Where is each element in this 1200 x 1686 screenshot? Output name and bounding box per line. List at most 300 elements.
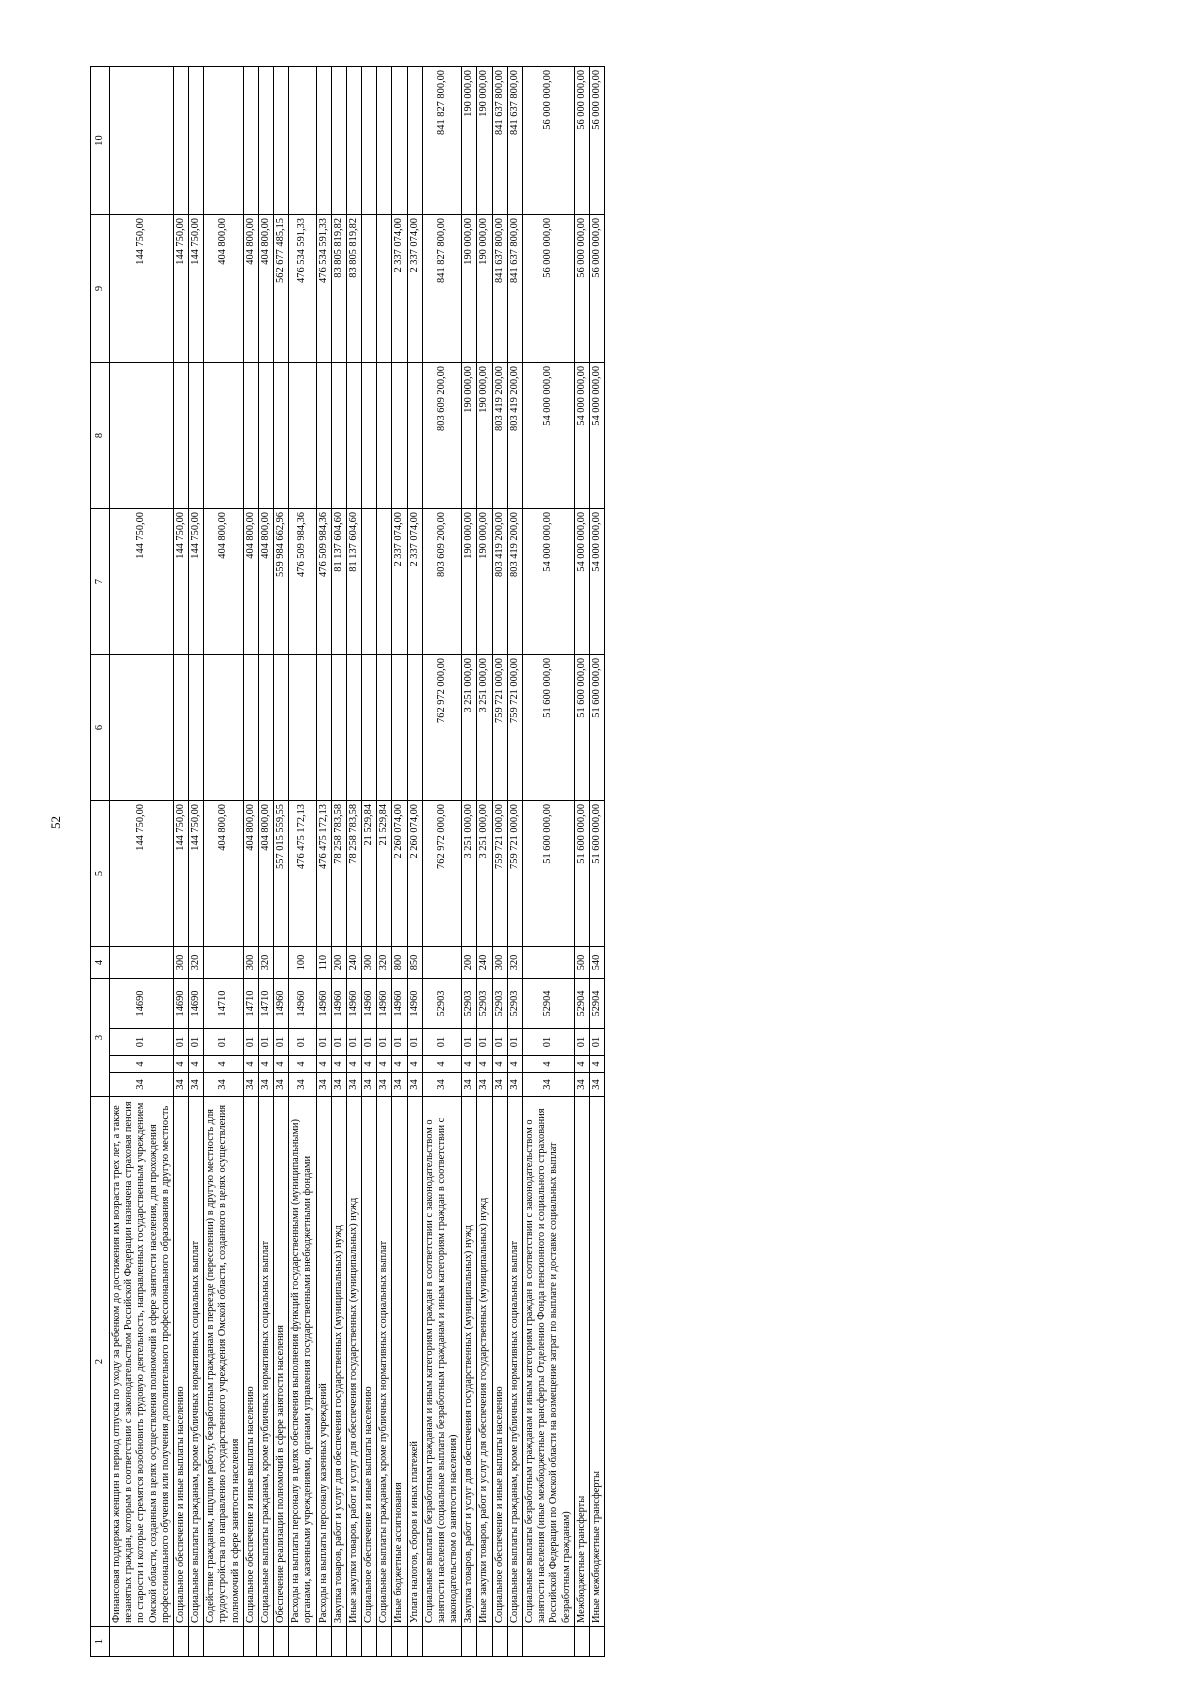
value-col-7: 404 800,00	[204, 508, 244, 654]
row-name: Социальное обеспечение и иные выплаты населению	[492, 1097, 507, 1627]
code-direction: 52903	[492, 978, 507, 1028]
value-col-5: 476 475 172,13	[316, 800, 331, 946]
table-row	[346, 66, 361, 1656]
code-subprogram: 4	[274, 1056, 289, 1073]
value-col-9: 144 750,00	[110, 214, 174, 362]
value-col-7: 144 750,00	[110, 508, 174, 654]
value-col-10	[316, 66, 331, 214]
code-event: 01	[377, 1029, 392, 1056]
value-col-5: 2 260 074,00	[407, 800, 422, 946]
value-col-9: 83 805 819,82	[331, 214, 346, 362]
row-name: Расходы на выплаты персоналу казенных учреждений	[316, 1097, 331, 1627]
value-col-5: 51 600 000,00	[522, 800, 574, 946]
code-program: 34	[522, 1073, 574, 1097]
value-col-5: 78 258 783,58	[331, 800, 346, 946]
value-col-9	[362, 214, 377, 362]
code-expense-type: 540	[589, 946, 604, 978]
value-col-10	[392, 66, 407, 214]
value-col-7: 81 137 604,60	[346, 508, 361, 654]
code-program: 34	[507, 1073, 522, 1097]
code-event: 01	[477, 1029, 492, 1056]
value-col-10	[110, 66, 174, 214]
value-col-10	[407, 66, 422, 214]
code-direction: 14960	[407, 978, 422, 1028]
value-col-9: 190 000,00	[462, 214, 477, 362]
code-expense-type	[522, 946, 574, 978]
table-row	[331, 66, 346, 1656]
empty-cell	[392, 1627, 407, 1657]
code-direction: 52903	[422, 978, 462, 1028]
code-program: 34	[274, 1073, 289, 1097]
value-col-6	[346, 654, 361, 800]
table-row	[173, 66, 188, 1656]
code-expense-type: 500	[574, 946, 589, 978]
code-direction: 14960	[377, 978, 392, 1028]
value-col-6	[274, 654, 289, 800]
table-body	[110, 66, 605, 1656]
code-program: 34	[289, 1073, 316, 1097]
table-row	[589, 66, 604, 1656]
value-col-6	[110, 654, 174, 800]
value-col-5: 2 260 074,00	[392, 800, 407, 946]
code-event: 01	[243, 1029, 258, 1056]
empty-cell	[331, 1627, 346, 1657]
value-col-6	[204, 654, 244, 800]
header-row	[91, 66, 110, 1656]
value-col-10	[274, 66, 289, 214]
value-col-6	[392, 654, 407, 800]
row-name: Иные закупки товаров, работ и услуг для обеспечения государственных (муниципальных) нужд	[477, 1097, 492, 1627]
value-col-5: 404 800,00	[204, 800, 244, 946]
header-col-8: 8	[91, 362, 110, 508]
empty-cell	[589, 1627, 604, 1657]
code-expense-type: 320	[377, 946, 392, 978]
code-expense-type: 240	[477, 946, 492, 978]
row-name: Социальные выплаты гражданам, кроме публичных нормативных социальных выплат	[258, 1097, 273, 1627]
value-col-5: 759 721 000,00	[507, 800, 522, 946]
table-row	[462, 66, 477, 1656]
code-direction: 52904	[574, 978, 589, 1028]
code-program: 34	[477, 1073, 492, 1097]
code-event: 01	[173, 1029, 188, 1056]
code-subprogram: 4	[377, 1056, 392, 1073]
code-subprogram: 4	[589, 1056, 604, 1073]
row-name: Закупка товаров, работ и услуг для обеспечения государственных (муниципальных) нужд	[462, 1097, 477, 1627]
code-subprogram: 4	[331, 1056, 346, 1073]
code-subprogram: 4	[477, 1056, 492, 1073]
value-col-9: 2 337 074,00	[392, 214, 407, 362]
table-row	[110, 66, 174, 1656]
row-name: Обеспечение реализации полномочий в сфере занятости населения	[274, 1097, 289, 1627]
table-row	[407, 66, 422, 1656]
code-program: 34	[173, 1073, 188, 1097]
empty-cell	[289, 1627, 316, 1657]
value-col-8	[362, 362, 377, 508]
value-col-6	[362, 654, 377, 800]
code-expense-type: 320	[258, 946, 273, 978]
value-col-6	[316, 654, 331, 800]
empty-cell	[316, 1627, 331, 1657]
header-col-7: 7	[91, 508, 110, 654]
value-col-7: 81 137 604,60	[331, 508, 346, 654]
row-name: Социальные выплаты гражданам, кроме публичных нормативных социальных выплат	[377, 1097, 392, 1627]
table-row	[316, 66, 331, 1656]
value-col-8: 190 000,00	[462, 362, 477, 508]
value-col-9: 841 637 800,00	[492, 214, 507, 362]
code-subprogram: 4	[574, 1056, 589, 1073]
value-col-6: 3 251 000,00	[477, 654, 492, 800]
row-name: Уплата налогов, сборов и иных платежей	[407, 1097, 422, 1627]
code-program: 34	[392, 1073, 407, 1097]
empty-cell	[492, 1627, 507, 1657]
code-program: 34	[258, 1073, 273, 1097]
value-col-7	[362, 508, 377, 654]
empty-cell	[477, 1627, 492, 1657]
value-col-10: 841 827 800,00	[422, 66, 462, 214]
code-expense-type: 300	[492, 946, 507, 978]
row-name: Расходы на выплаты персоналу в целях обеспечения выполнения функций государственными (муниципальными) органами, казенными учреждениями, органами управления государственными внебюджетными фондами	[289, 1097, 316, 1627]
row-name: Социальное обеспечение и иные выплаты населению	[173, 1097, 188, 1627]
row-name: Социальные выплаты гражданам, кроме публичных нормативных социальных выплат	[189, 1097, 204, 1627]
value-col-8	[346, 362, 361, 508]
value-col-7: 54 000 000,00	[589, 508, 604, 654]
code-program: 34	[407, 1073, 422, 1097]
value-col-8	[204, 362, 244, 508]
value-col-6: 51 600 000,00	[522, 654, 574, 800]
row-name: Социальные выплаты гражданам, кроме публичных нормативных социальных выплат	[507, 1097, 522, 1627]
empty-cell	[422, 1627, 462, 1657]
code-event: 01	[422, 1029, 462, 1056]
code-expense-type	[110, 946, 174, 978]
code-direction: 14960	[362, 978, 377, 1028]
value-col-8	[331, 362, 346, 508]
empty-cell	[258, 1627, 273, 1657]
value-col-5: 78 258 783,58	[346, 800, 361, 946]
code-expense-type: 850	[407, 946, 422, 978]
empty-cell	[110, 1627, 174, 1657]
value-col-8	[316, 362, 331, 508]
empty-cell	[462, 1627, 477, 1657]
value-col-6: 762 972 000,00	[422, 654, 462, 800]
value-col-9: 841 637 800,00	[507, 214, 522, 362]
value-col-5: 51 600 000,00	[589, 800, 604, 946]
value-col-8: 803 419 200,00	[492, 362, 507, 508]
value-col-5: 21 529,84	[377, 800, 392, 946]
code-subprogram: 4	[507, 1056, 522, 1073]
value-col-9: 2 337 074,00	[407, 214, 422, 362]
table-row	[362, 66, 377, 1656]
value-col-7: 54 000 000,00	[522, 508, 574, 654]
code-expense-type: 300	[243, 946, 258, 978]
row-name: Финансовая поддержка женщин в период отпуска по уходу за ребенком до достижения им возраста трех лет, а также незанятых граждан, которым в соответствии с законодательством Российской Федерации назначена страховая пенсия по старости и которые стремятся возобновить трудовую деятельность, направленных государственным учреждением Омской области, созданным в целях осуществления полномочий в сфере занятости населения, для прохождения профессионального обучения или получения дополнительного профессионального образования в другую местность	[110, 1097, 174, 1627]
value-col-10: 56 000 000,00	[574, 66, 589, 214]
value-col-8: 54 000 000,00	[589, 362, 604, 508]
value-col-5: 144 750,00	[189, 800, 204, 946]
code-direction: 14710	[243, 978, 258, 1028]
code-subprogram: 4	[258, 1056, 273, 1073]
value-col-8: 54 000 000,00	[522, 362, 574, 508]
value-col-5: 404 800,00	[243, 800, 258, 946]
value-col-10	[204, 66, 244, 214]
code-event: 01	[589, 1029, 604, 1056]
value-col-5: 21 529,84	[362, 800, 377, 946]
code-program: 34	[346, 1073, 361, 1097]
table-row	[243, 66, 258, 1656]
value-col-6	[331, 654, 346, 800]
code-direction: 14690	[110, 978, 174, 1028]
code-subprogram: 4	[522, 1056, 574, 1073]
value-col-8	[189, 362, 204, 508]
row-name: Социальное обеспечение и иные выплаты населению	[243, 1097, 258, 1627]
code-event: 01	[331, 1029, 346, 1056]
table-row	[574, 66, 589, 1656]
row-name: Межбюджетные трансферты	[574, 1097, 589, 1627]
code-expense-type	[274, 946, 289, 978]
value-col-10	[331, 66, 346, 214]
value-col-6: 51 600 000,00	[589, 654, 604, 800]
value-col-7: 2 337 074,00	[392, 508, 407, 654]
value-col-10	[346, 66, 361, 214]
value-col-6	[407, 654, 422, 800]
header-col-3: 3	[91, 978, 110, 1096]
code-event: 01	[392, 1029, 407, 1056]
code-direction: 14690	[189, 978, 204, 1028]
header-col-1: 1	[91, 1627, 110, 1657]
row-name: Содействие гражданам, ищущим работу, безработным гражданам в переезде (переселении) в другую местность для трудоустройства по направлению государственного учреждения Омской области, созданного в целях осуществления полномочий в сфере занятости населения	[204, 1097, 244, 1627]
code-program: 34	[189, 1073, 204, 1097]
header-col-9: 9	[91, 214, 110, 362]
code-event: 01	[316, 1029, 331, 1056]
code-direction: 14960	[392, 978, 407, 1028]
code-program: 34	[377, 1073, 392, 1097]
value-col-6	[189, 654, 204, 800]
code-program: 34	[589, 1073, 604, 1097]
code-expense-type: 300	[362, 946, 377, 978]
value-col-10	[289, 66, 316, 214]
empty-cell	[189, 1627, 204, 1657]
value-col-9: 190 000,00	[477, 214, 492, 362]
value-col-9: 404 800,00	[243, 214, 258, 362]
code-direction: 52903	[462, 978, 477, 1028]
code-direction: 14710	[258, 978, 273, 1028]
code-subprogram: 4	[346, 1056, 361, 1073]
code-expense-type	[204, 946, 244, 978]
value-col-7: 190 000,00	[477, 508, 492, 654]
code-program: 34	[462, 1073, 477, 1097]
value-col-10: 190 000,00	[477, 66, 492, 214]
code-subprogram: 4	[462, 1056, 477, 1073]
code-expense-type: 240	[346, 946, 361, 978]
value-col-9: 841 827 800,00	[422, 214, 462, 362]
code-direction: 14960	[346, 978, 361, 1028]
code-subprogram: 4	[392, 1056, 407, 1073]
table-row	[422, 66, 462, 1656]
code-program: 34	[331, 1073, 346, 1097]
value-col-8	[289, 362, 316, 508]
value-col-5: 557 015 559,55	[274, 800, 289, 946]
value-col-8	[407, 362, 422, 508]
value-col-5: 762 972 000,00	[422, 800, 462, 946]
code-expense-type: 320	[189, 946, 204, 978]
page-number: 52	[48, 816, 63, 829]
table-row	[392, 66, 407, 1656]
code-expense-type: 800	[392, 946, 407, 978]
code-direction: 52904	[589, 978, 604, 1028]
budget-table	[90, 66, 605, 1657]
value-col-7: 803 419 200,00	[492, 508, 507, 654]
value-col-7: 190 000,00	[462, 508, 477, 654]
code-expense-type: 200	[462, 946, 477, 978]
value-col-7: 476 509 984,36	[316, 508, 331, 654]
value-col-7: 476 509 984,36	[289, 508, 316, 654]
value-col-5: 476 475 172,13	[289, 800, 316, 946]
value-col-6: 759 721 000,00	[507, 654, 522, 800]
table-row	[204, 66, 244, 1656]
value-col-6: 3 251 000,00	[462, 654, 477, 800]
code-event: 01	[204, 1029, 244, 1056]
value-col-10	[258, 66, 273, 214]
value-col-10: 841 637 800,00	[507, 66, 522, 214]
empty-cell	[377, 1627, 392, 1657]
value-col-6: 51 600 000,00	[574, 654, 589, 800]
value-col-10	[189, 66, 204, 214]
empty-cell	[204, 1627, 244, 1657]
table-row	[377, 66, 392, 1656]
value-col-9: 562 677 485,15	[274, 214, 289, 362]
row-name: Иные закупки товаров, работ и услуг для обеспечения государственных (муниципальных) нужд	[346, 1097, 361, 1627]
value-col-6	[243, 654, 258, 800]
code-direction: 52904	[522, 978, 574, 1028]
value-col-8	[173, 362, 188, 508]
value-col-8	[110, 362, 174, 508]
value-col-5: 144 750,00	[173, 800, 188, 946]
value-col-5: 144 750,00	[110, 800, 174, 946]
value-col-7: 803 609 200,00	[422, 508, 462, 654]
value-col-9	[377, 214, 392, 362]
table-row	[289, 66, 316, 1656]
table-row	[507, 66, 522, 1656]
empty-cell	[274, 1627, 289, 1657]
code-subprogram: 4	[243, 1056, 258, 1073]
value-col-7: 2 337 074,00	[407, 508, 422, 654]
code-subprogram: 4	[422, 1056, 462, 1073]
value-col-8	[392, 362, 407, 508]
empty-cell	[522, 1627, 574, 1657]
code-expense-type: 320	[507, 946, 522, 978]
value-col-7	[377, 508, 392, 654]
empty-cell	[173, 1627, 188, 1657]
code-event: 01	[462, 1029, 477, 1056]
value-col-10	[173, 66, 188, 214]
code-subprogram: 4	[407, 1056, 422, 1073]
value-col-5: 51 600 000,00	[574, 800, 589, 946]
value-col-10	[243, 66, 258, 214]
value-col-9: 144 750,00	[173, 214, 188, 362]
value-col-7: 54 000 000,00	[574, 508, 589, 654]
value-col-9: 476 534 591,33	[289, 214, 316, 362]
code-subprogram: 4	[173, 1056, 188, 1073]
header-col-10: 10	[91, 66, 110, 214]
value-col-7: 144 750,00	[189, 508, 204, 654]
code-program: 34	[110, 1073, 174, 1097]
value-col-5: 3 251 000,00	[462, 800, 477, 946]
value-col-10: 56 000 000,00	[589, 66, 604, 214]
value-col-8: 803 609 200,00	[422, 362, 462, 508]
code-event: 01	[522, 1029, 574, 1056]
table-row	[189, 66, 204, 1656]
value-col-8: 190 000,00	[477, 362, 492, 508]
code-subprogram: 4	[289, 1056, 316, 1073]
code-event: 01	[289, 1029, 316, 1056]
code-program: 34	[204, 1073, 244, 1097]
code-event: 01	[362, 1029, 377, 1056]
code-event: 01	[110, 1029, 174, 1056]
table-row	[522, 66, 574, 1656]
value-col-9: 476 534 591,33	[316, 214, 331, 362]
header-col-5: 5	[91, 800, 110, 946]
value-col-5: 759 721 000,00	[492, 800, 507, 946]
code-subprogram: 4	[189, 1056, 204, 1073]
row-name: Социальное обеспечение и иные выплаты населению	[362, 1097, 377, 1627]
value-col-8	[258, 362, 273, 508]
table-row	[258, 66, 273, 1656]
value-col-7: 559 984 662,96	[274, 508, 289, 654]
code-direction: 52903	[507, 978, 522, 1028]
value-col-8	[377, 362, 392, 508]
empty-cell	[243, 1627, 258, 1657]
code-direction: 14960	[331, 978, 346, 1028]
row-name: Социальные выплаты безработным гражданам и иным категориям граждан в соответствии с законодательством о занятости населения (иные межбюджетные трансферты Отделению Фонда пенсионного и социального страхования Российской Федерации по Омской области на возмещение затрат по выплате и доставке социальных выплат безработным гражданам)	[522, 1097, 574, 1627]
row-name: Иные бюджетные ассигнования	[392, 1097, 407, 1627]
empty-cell	[346, 1627, 361, 1657]
code-subprogram: 4	[362, 1056, 377, 1073]
code-expense-type: 110	[316, 946, 331, 978]
code-subprogram: 4	[492, 1056, 507, 1073]
value-col-8: 54 000 000,00	[574, 362, 589, 508]
code-event: 01	[407, 1029, 422, 1056]
value-col-5: 404 800,00	[258, 800, 273, 946]
code-program: 34	[362, 1073, 377, 1097]
row-name: Иные межбюджетные трансферты	[589, 1097, 604, 1627]
value-col-6	[289, 654, 316, 800]
value-col-9: 404 800,00	[258, 214, 273, 362]
code-event: 01	[507, 1029, 522, 1056]
table-row	[477, 66, 492, 1656]
code-program: 34	[574, 1073, 589, 1097]
value-col-6	[173, 654, 188, 800]
value-col-10	[362, 66, 377, 214]
row-name: Закупка товаров, работ и услуг для обеспечения государственных (муниципальных) нужд	[331, 1097, 346, 1627]
empty-cell	[507, 1627, 522, 1657]
value-col-8	[243, 362, 258, 508]
value-col-6: 759 721 000,00	[492, 654, 507, 800]
value-col-10: 841 637 800,00	[492, 66, 507, 214]
code-event: 01	[189, 1029, 204, 1056]
table-row	[492, 66, 507, 1656]
code-event: 01	[274, 1029, 289, 1056]
value-col-10: 56 000 000,00	[522, 66, 574, 214]
value-col-9: 83 805 819,82	[346, 214, 361, 362]
value-col-7: 404 800,00	[258, 508, 273, 654]
code-program: 34	[422, 1073, 462, 1097]
code-program: 34	[492, 1073, 507, 1097]
value-col-7: 404 800,00	[243, 508, 258, 654]
value-col-9: 404 800,00	[204, 214, 244, 362]
code-event: 01	[492, 1029, 507, 1056]
code-event: 01	[346, 1029, 361, 1056]
code-direction: 14690	[173, 978, 188, 1028]
code-subprogram: 4	[204, 1056, 244, 1073]
